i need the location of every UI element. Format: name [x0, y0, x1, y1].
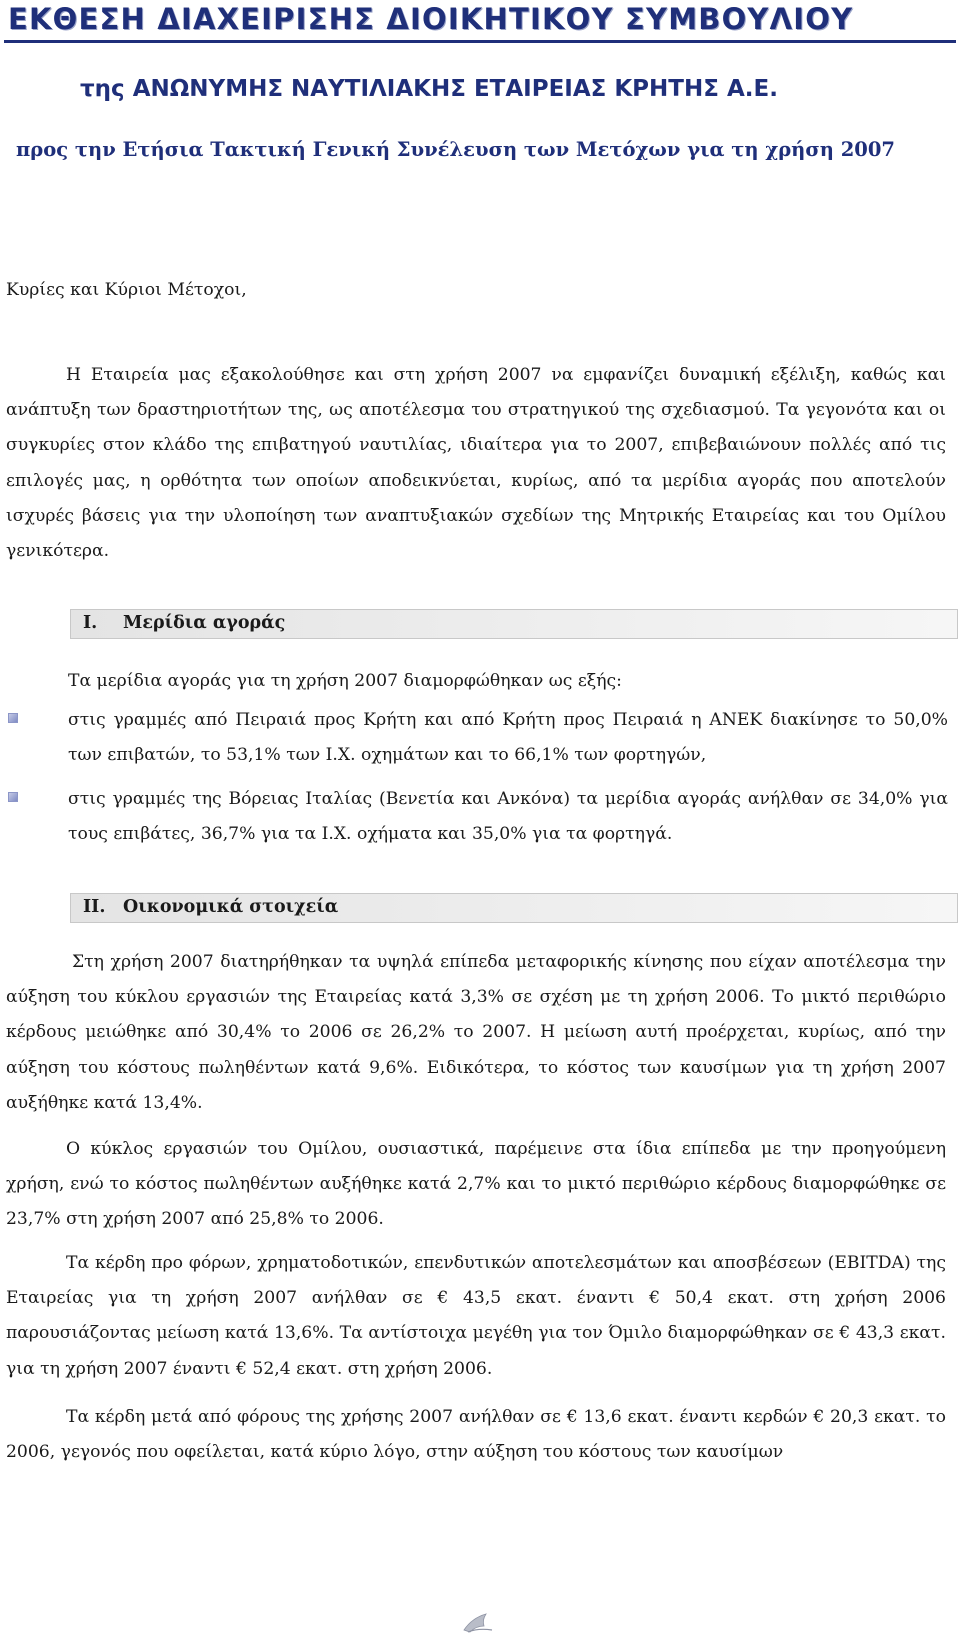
- company-name: της ΑΝΩΝΥΜΗΣ ΝΑΥΤΙΛΙΑΚΗΣ ΕΤΑΙΡΕΙΑΣ ΚΡΗΤΗΣ Α.Ε.: [80, 76, 778, 102]
- financials-paragraph: Στη χρήση 2007 διατηρήθηκαν τα υψηλά επίπεδα μεταφορικής κίνησης που είχαν αποτέλεσμα την αύξηση του κύκλου εργασιών της Εταιρείας κατά 3,3% σε σχέση με τη χρήση 2006. Το μικτό περιθώριο κέρδους μειώθηκε από 30,4% το 2006 σε 26,2% το 2007. Η μείωση αυτή προέρχεται, κυρίως, από την αύξηση του κόστους πωληθέντων κατά 9,6%. Ειδικότερα, το κόστος των καυσίμων για τη χρήση 2007 αυξήθηκε κατά 13,4%.: [6, 952, 946, 1113]
- list-item-text: στις γραμμές της Βόρειας Ιταλίας (Βενετία και Ανκόνα) τα μερίδια αγοράς ανήλθαν σε 34,0% για τους επιβάτες, 36,7% για τα Ι.Χ. οχήματα και 35,0% για τα φορτηγά.: [68, 789, 948, 845]
- financials-paragraph: Ο κύκλος εργασιών του Ομίλου, ουσιαστικά, παρέμεινε στα ίδια επίπεδα με την προηγούμενη χρήση, ενώ το κόστος πωληθέντων αυξήθηκε κατά 2,7% και το μικτό περιθώριο κέρδους διαμορφώθηκε σε 23,7% στη χρήση 2007 από 25,8% το 2006.: [6, 1139, 946, 1230]
- list-item-text: στις γραμμές από Πειραιά προς Κρήτη και από Κρήτη προς Πειραιά η ΑΝΕΚ διακίνησε το 50,0% των επιβατών, το 53,1% των Ι.Χ. οχημάτων και το 66,1% των φορτηγών,: [68, 710, 948, 766]
- section-title: Οικονομικά στοιχεία: [123, 897, 339, 917]
- title-underline: [4, 40, 956, 43]
- financials-paragraph: Τα κέρδη προ φόρων, χρηματοδοτικών, επενδυτικών αποτελεσμάτων και αποσβέσεων (EBITDA) της Εταιρείας για τη χρήση 2007 ανήλθαν σε € 43,5 εκατ. έναντι € 50,4 εκατ. στη χρήση 2006 παρουσιάζοντας μείωση κατά 13,6%. Τα αντίστοιχα μεγέθη για τον Όμιλο διαμορφώθηκαν σε € 43,3 εκατ. για τη χρήση 2007 έναντι € 52,4 εκατ. στη χρήση 2006.: [6, 1253, 946, 1379]
- section-heading-financials: [70, 893, 958, 923]
- section-number: II.: [83, 897, 106, 917]
- report-title: ΕΚΘΕΣΗ ΔΙΑΧΕΙΡΙΣΗΣ ΔΙΟΙΚΗΤΙΚΟΥ ΣΥΜΒΟΥΛΙΟΥ: [8, 2, 854, 36]
- square-bullet-icon: [8, 792, 18, 802]
- section-title: Μερίδια αγοράς: [123, 613, 286, 633]
- intro-paragraph: Η Εταιρεία μας εξακολούθησε και στη χρήση 2007 να εμφανίζει δυναμική εξέλιξη, καθώς και ανάπτυξη των δραστηριοτήτων της, ως αποτέλεσμα του στρατηγικού της σχεδιασμού. Τα γεγονότα και οι συγκυρίες στον κλάδο της επιβατηγού ναυτιλίας, ιδιαίτερα για το 2007, επιβεβαιώνουν πολλές από τις επιλογές μας, η ορθότητα των οποίων αποδεικνύεται, κυρίως, από τα μερίδια αγοράς που αποτελούν ισχυρές βάσεις για την υλοποίηση των αναπτυξιακών σχεδίων της Μητρικής Εταιρείας και του Ομίλου γενικότερα.: [6, 365, 946, 562]
- square-bullet-icon: [8, 713, 18, 723]
- ship-logo-icon: [460, 1610, 496, 1636]
- section-heading-market-share: [70, 609, 958, 639]
- market-share-lead: Τα μερίδια αγοράς για τη χρήση 2007 διαμορφώθηκαν ως εξής:: [68, 671, 622, 691]
- report-subtitle: προς την Ετήσια Τακτική Γενική Συνέλευση των Μετόχων για τη χρήση 2007: [16, 138, 895, 161]
- greeting: Κυρίες και Κύριοι Μέτοχοι,: [6, 280, 247, 300]
- section-number: I.: [83, 613, 98, 633]
- financials-paragraph: Τα κέρδη μετά από φόρους της χρήσης 2007 ανήλθαν σε € 13,6 εκατ. έναντι κερδών € 20,3 εκατ. το 2006, γεγονός που οφείλεται, κατά κύριο λόγο, στην αύξηση του κόστους των καυσίμων: [6, 1407, 946, 1463]
